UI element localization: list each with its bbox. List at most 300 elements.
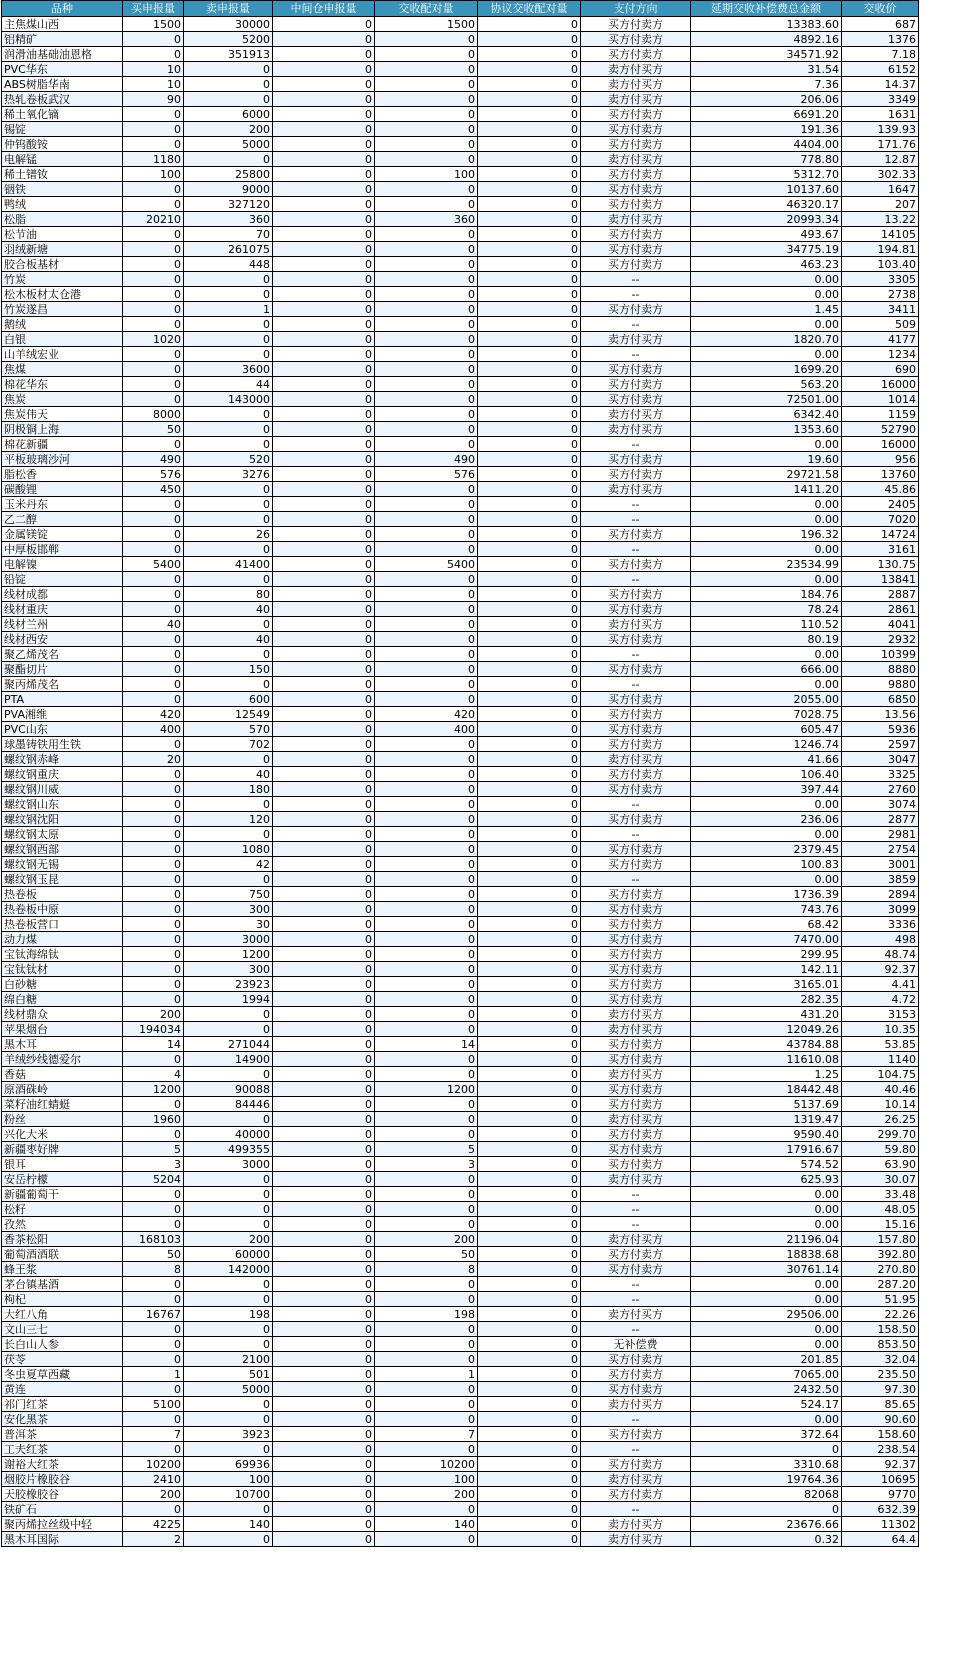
table-row [2,737,919,752]
middle-qty-cell: 0 [273,482,375,497]
buy-qty-cell: 20 [123,752,184,767]
agreement-qty-cell: 0 [478,932,581,947]
compensation-cell: 743.76 [691,902,842,917]
buy-qty-cell: 0 [123,182,184,197]
table-row [2,1172,919,1187]
matched-qty-cell: 0 [375,497,478,512]
pay-direction-cell: -- [581,497,691,512]
variety-cell: PTA [2,692,123,707]
pay-direction-cell: 买方付卖方 [581,1097,691,1112]
variety-cell: 脂松香 [2,467,123,482]
pay-direction-cell: 买方付卖方 [581,857,691,872]
buy-qty-cell: 1200 [123,1082,184,1097]
sell-qty-cell: 0 [184,152,273,167]
sell-qty-cell: 40 [184,602,273,617]
table-row [2,1442,919,1457]
delivery-price-cell: 3336 [842,917,919,932]
matched-qty-cell: 0 [375,1127,478,1142]
delivery-price-cell: 6850 [842,692,919,707]
compensation-cell: 493.67 [691,227,842,242]
buy-qty-cell: 0 [123,632,184,647]
delivery-price-cell: 53.85 [842,1037,919,1052]
delivery-price-cell: 392.80 [842,1247,919,1262]
buy-qty-cell: 0 [123,287,184,302]
variety-cell: 螺纹钢无锡 [2,857,123,872]
matched-qty-cell: 0 [375,392,478,407]
variety-cell: 银耳 [2,1157,123,1172]
sell-qty-cell: 0 [184,482,273,497]
pay-direction-cell: -- [581,1442,691,1457]
agreement-qty-cell: 0 [478,557,581,572]
matched-qty-cell: 5400 [375,557,478,572]
matched-qty-cell: 5 [375,1142,478,1157]
pay-direction-cell: 买方付卖方 [581,902,691,917]
buy-qty-cell: 0 [123,317,184,332]
table-row [2,1367,919,1382]
variety-cell: 稀土氧化镝 [2,107,123,122]
sell-qty-cell: 0 [184,1217,273,1232]
compensation-cell: 1353.60 [691,422,842,437]
matched-qty-cell: 0 [375,1502,478,1517]
compensation-cell: 0.00 [691,677,842,692]
middle-qty-cell: 0 [273,1202,375,1217]
middle-qty-cell: 0 [273,1172,375,1187]
compensation-cell: 299.95 [691,947,842,962]
delivery-price-cell: 104.75 [842,1067,919,1082]
buy-qty-cell: 0 [123,1277,184,1292]
sell-qty-cell: 30000 [184,17,273,32]
agreement-qty-cell: 0 [478,407,581,422]
pay-direction-cell: 卖方付买方 [581,152,691,167]
matched-qty-cell: 1500 [375,17,478,32]
middle-qty-cell: 0 [273,347,375,362]
matched-qty-cell: 0 [375,197,478,212]
variety-cell: 松木板材太仓港 [2,287,123,302]
middle-qty-cell: 0 [273,467,375,482]
buy-qty-cell: 0 [123,107,184,122]
buy-qty-cell: 0 [123,1097,184,1112]
sell-qty-cell: 0 [184,542,273,557]
table-row [2,962,919,977]
compensation-cell: 524.17 [691,1397,842,1412]
sell-qty-cell: 0 [184,677,273,692]
agreement-qty-cell: 0 [478,1412,581,1427]
middle-qty-cell: 0 [273,707,375,722]
middle-qty-cell: 0 [273,152,375,167]
sell-qty-cell: 200 [184,122,273,137]
agreement-qty-cell: 0 [478,452,581,467]
table-row [2,1007,919,1022]
sell-qty-cell: 0 [184,272,273,287]
sell-qty-cell: 1080 [184,842,273,857]
pay-direction-cell: 买方付卖方 [581,122,691,137]
compensation-cell: 397.44 [691,782,842,797]
compensation-cell: 7028.75 [691,707,842,722]
matched-qty-cell: 0 [375,902,478,917]
variety-cell: 新疆枣好牌 [2,1142,123,1157]
compensation-cell: 17916.67 [691,1142,842,1157]
delivery-price-cell: 97.30 [842,1382,919,1397]
compensation-cell: 0.00 [691,272,842,287]
table-row [2,1487,919,1502]
table-row [2,662,919,677]
delivery-price-cell: 171.76 [842,137,919,152]
middle-qty-cell: 0 [273,1127,375,1142]
agreement-qty-cell: 0 [478,1022,581,1037]
matched-qty-cell: 0 [375,512,478,527]
compensation-cell: 12049.26 [691,1022,842,1037]
delivery-price-cell: 1234 [842,347,919,362]
middle-qty-cell: 0 [273,587,375,602]
variety-cell: 动力煤 [2,932,123,947]
sell-qty-cell: 0 [184,1007,273,1022]
compensation-cell: 46320.17 [691,197,842,212]
agreement-qty-cell: 0 [478,1172,581,1187]
middle-qty-cell: 0 [273,362,375,377]
delivery-price-cell: 130.75 [842,557,919,572]
pay-direction-cell: 买方付卖方 [581,302,691,317]
sell-qty-cell: 3923 [184,1427,273,1442]
delivery-price-cell: 92.37 [842,1457,919,1472]
table-row [2,1142,919,1157]
middle-qty-cell: 0 [273,857,375,872]
matched-qty-cell: 0 [375,1277,478,1292]
pay-direction-cell: -- [581,1202,691,1217]
compensation-cell: 3165.01 [691,977,842,992]
pay-direction-cell: 买方付卖方 [581,1037,691,1052]
table-row [2,332,919,347]
compensation-cell: 1.45 [691,302,842,317]
variety-cell: 松籽 [2,1202,123,1217]
compensation-cell: 236.06 [691,812,842,827]
compensation-cell: 0.00 [691,1277,842,1292]
middle-qty-cell: 0 [273,62,375,77]
buy-qty-cell: 10 [123,77,184,92]
agreement-qty-cell: 0 [478,842,581,857]
delivery-price-cell: 3349 [842,92,919,107]
col-header-middle-qty: 中间仓申报量 [273,1,375,17]
compensation-cell: 666.00 [691,662,842,677]
delivery-price-cell: 956 [842,452,919,467]
delivery-price-cell: 2932 [842,632,919,647]
matched-qty-cell: 0 [375,77,478,92]
matched-qty-cell: 0 [375,1202,478,1217]
agreement-qty-cell: 0 [478,227,581,242]
compensation-cell: 78.24 [691,602,842,617]
matched-qty-cell: 0 [375,407,478,422]
sell-qty-cell: 14900 [184,1052,273,1067]
middle-qty-cell: 0 [273,257,375,272]
table-row [2,1277,919,1292]
buy-qty-cell: 90 [123,92,184,107]
table-row [2,497,919,512]
middle-qty-cell: 0 [273,722,375,737]
variety-cell: 聚丙烯茂名 [2,677,123,692]
variety-cell: 绵白糖 [2,992,123,1007]
sell-qty-cell: 0 [184,77,273,92]
matched-qty-cell: 0 [375,977,478,992]
agreement-qty-cell: 0 [478,1307,581,1322]
compensation-cell: 41.66 [691,752,842,767]
variety-cell: 线材西安 [2,632,123,647]
variety-cell: 葡萄酒酒联 [2,1247,123,1262]
delivery-price-cell: 85.65 [842,1397,919,1412]
col-header-buy-qty: 买申报量 [123,1,184,17]
middle-qty-cell: 0 [273,887,375,902]
middle-qty-cell: 0 [273,332,375,347]
sell-qty-cell: 9000 [184,182,273,197]
matched-qty-cell: 0 [375,137,478,152]
pay-direction-cell: 卖方付买方 [581,1232,691,1247]
pay-direction-cell: 卖方付买方 [581,482,691,497]
agreement-qty-cell: 0 [478,497,581,512]
compensation-cell: 23534.99 [691,557,842,572]
pay-direction-cell: 卖方付买方 [581,617,691,632]
matched-qty-cell: 420 [375,707,478,722]
agreement-qty-cell: 0 [478,1337,581,1352]
table-row [2,1067,919,1082]
buy-qty-cell: 0 [123,1442,184,1457]
variety-cell: 天胶橡胶谷 [2,1487,123,1502]
table-row [2,47,919,62]
middle-qty-cell: 0 [273,1037,375,1052]
agreement-qty-cell: 0 [478,1292,581,1307]
sell-qty-cell: 5000 [184,137,273,152]
table-row [2,467,919,482]
compensation-cell: 206.06 [691,92,842,107]
pay-direction-cell: -- [581,677,691,692]
agreement-qty-cell: 0 [478,1322,581,1337]
sell-qty-cell: 499355 [184,1142,273,1157]
variety-cell: 冬虫夏草西藏 [2,1367,123,1382]
agreement-qty-cell: 0 [478,1472,581,1487]
delivery-price-cell: 3161 [842,542,919,557]
middle-qty-cell: 0 [273,962,375,977]
middle-qty-cell: 0 [273,1487,375,1502]
matched-qty-cell: 8 [375,1262,478,1277]
delivery-price-cell: 64.4 [842,1532,919,1547]
buy-qty-cell: 1 [123,1367,184,1382]
pay-direction-cell: 卖方付买方 [581,1112,691,1127]
matched-qty-cell: 0 [375,737,478,752]
buy-qty-cell: 0 [123,857,184,872]
matched-qty-cell: 200 [375,1487,478,1502]
buy-qty-cell: 0 [123,692,184,707]
middle-qty-cell: 0 [273,17,375,32]
compensation-cell: 13383.60 [691,17,842,32]
middle-qty-cell: 0 [273,632,375,647]
pay-direction-cell: 买方付卖方 [581,1367,691,1382]
agreement-qty-cell: 0 [478,587,581,602]
matched-qty-cell: 360 [375,212,478,227]
col-header-agreement-qty: 协议交收配对量 [478,1,581,17]
compensation-cell: 30761.14 [691,1262,842,1277]
pay-direction-cell: 买方付卖方 [581,1352,691,1367]
agreement-qty-cell: 0 [478,992,581,1007]
variety-cell: 聚丙烯拉丝级中轻 [2,1517,123,1532]
sell-qty-cell: 0 [184,407,273,422]
compensation-cell: 4892.16 [691,32,842,47]
pay-direction-cell: 买方付卖方 [581,557,691,572]
compensation-cell: 196.32 [691,527,842,542]
buy-qty-cell: 576 [123,467,184,482]
buy-qty-cell: 0 [123,512,184,527]
agreement-qty-cell: 0 [478,362,581,377]
pay-direction-cell: 买方付卖方 [581,527,691,542]
compensation-cell: 563.20 [691,377,842,392]
agreement-qty-cell: 0 [478,107,581,122]
compensation-cell: 31.54 [691,62,842,77]
pay-direction-cell: 卖方付买方 [581,1532,691,1547]
buy-qty-cell: 0 [123,767,184,782]
variety-cell: 原酒硃岭 [2,1082,123,1097]
variety-cell: 焦煤 [2,362,123,377]
delivery-price-cell: 1631 [842,107,919,122]
variety-cell: 螺纹钢川威 [2,782,123,797]
matched-qty-cell: 0 [375,677,478,692]
compensation-cell: 0.00 [691,1202,842,1217]
pay-direction-cell: 卖方付买方 [581,1517,691,1532]
table-row [2,527,919,542]
delivery-price-cell: 2877 [842,812,919,827]
pay-direction-cell: 卖方付买方 [581,1397,691,1412]
sell-qty-cell: 143000 [184,392,273,407]
agreement-qty-cell: 0 [478,1457,581,1472]
agreement-qty-cell: 0 [478,647,581,662]
variety-cell: 铅锭 [2,572,123,587]
sell-qty-cell: 0 [184,437,273,452]
buy-qty-cell: 0 [123,242,184,257]
middle-qty-cell: 0 [273,812,375,827]
buy-qty-cell: 0 [123,647,184,662]
variety-cell: 乙二醇 [2,512,123,527]
pay-direction-cell: 买方付卖方 [581,662,691,677]
buy-qty-cell: 0 [123,542,184,557]
sell-qty-cell: 0 [184,92,273,107]
delivery-price-cell: 52790 [842,422,919,437]
middle-qty-cell: 0 [273,1382,375,1397]
buy-qty-cell: 1960 [123,1112,184,1127]
compensation-cell: 68.42 [691,917,842,932]
compensation-cell: 100.83 [691,857,842,872]
pay-direction-cell: 卖方付买方 [581,407,691,422]
variety-cell: 鹅绒 [2,317,123,332]
sell-qty-cell: 0 [184,1187,273,1202]
matched-qty-cell: 200 [375,1232,478,1247]
pay-direction-cell: 买方付卖方 [581,32,691,47]
variety-cell: 黑木耳国际 [2,1532,123,1547]
variety-cell: 宝钛海绵钛 [2,947,123,962]
buy-qty-cell: 0 [123,137,184,152]
matched-qty-cell: 0 [375,572,478,587]
buy-qty-cell: 0 [123,47,184,62]
table-row [2,227,919,242]
delivery-price-cell: 15.16 [842,1217,919,1232]
agreement-qty-cell: 0 [478,1502,581,1517]
compensation-cell: 625.93 [691,1172,842,1187]
table-row [2,1457,919,1472]
sell-qty-cell: 0 [184,1337,273,1352]
buy-qty-cell: 0 [123,1217,184,1232]
variety-cell: 祁门红茶 [2,1397,123,1412]
delivery-price-cell: 235.50 [842,1367,919,1382]
buy-qty-cell: 0 [123,812,184,827]
compensation-cell: 1820.70 [691,332,842,347]
delivery-price-cell: 238.54 [842,1442,919,1457]
matched-qty-cell: 0 [375,797,478,812]
variety-cell: 烟胶片橡胶谷 [2,1472,123,1487]
delivery-price-cell: 9880 [842,677,919,692]
agreement-qty-cell: 0 [478,812,581,827]
pay-direction-cell: -- [581,1292,691,1307]
compensation-cell: 29721.58 [691,467,842,482]
buy-qty-cell: 0 [123,872,184,887]
compensation-cell: 0.00 [691,437,842,452]
table-row [2,797,919,812]
pay-direction-cell: 买方付卖方 [581,377,691,392]
matched-qty-cell: 14 [375,1037,478,1052]
delivery-price-cell: 5936 [842,722,919,737]
matched-qty-cell: 0 [375,1322,478,1337]
middle-qty-cell: 0 [273,1397,375,1412]
buy-qty-cell: 0 [123,437,184,452]
pay-direction-cell: -- [581,797,691,812]
middle-qty-cell: 0 [273,782,375,797]
agreement-qty-cell: 0 [478,1232,581,1247]
delivery-price-cell: 158.60 [842,1427,919,1442]
middle-qty-cell: 0 [273,1277,375,1292]
delivery-price-cell: 287.20 [842,1277,919,1292]
table-row [2,1097,919,1112]
matched-qty-cell: 0 [375,1172,478,1187]
sell-qty-cell: 0 [184,497,273,512]
compensation-cell: 0.00 [691,1292,842,1307]
table-row [2,1037,919,1052]
variety-cell: 长白山人参 [2,1337,123,1352]
agreement-qty-cell: 0 [478,122,581,137]
delivery-price-cell: 157.80 [842,1232,919,1247]
middle-qty-cell: 0 [273,872,375,887]
table-row [2,542,919,557]
middle-qty-cell: 0 [273,1322,375,1337]
table-row [2,647,919,662]
delivery-price-cell: 33.48 [842,1187,919,1202]
variety-cell: 稀土镨钕 [2,167,123,182]
table-row [2,302,919,317]
variety-cell: 铝精矿 [2,32,123,47]
matched-qty-cell: 0 [375,62,478,77]
buy-qty-cell: 0 [123,662,184,677]
sell-qty-cell: 0 [184,827,273,842]
buy-qty-cell: 2 [123,1532,184,1547]
sell-qty-cell: 26 [184,527,273,542]
table-row [2,632,919,647]
delivery-price-cell: 3074 [842,797,919,812]
delivery-price-cell: 1014 [842,392,919,407]
variety-cell: 香茶松阳 [2,1232,123,1247]
delivery-table [1,0,919,1547]
compensation-cell: 10137.60 [691,182,842,197]
buy-qty-cell: 0 [123,782,184,797]
pay-direction-cell: 买方付卖方 [581,1427,691,1442]
sell-qty-cell: 40 [184,767,273,782]
agreement-qty-cell: 0 [478,977,581,992]
table-row [2,977,919,992]
buy-qty-cell: 8000 [123,407,184,422]
col-header-variety: 品种 [2,1,123,17]
agreement-qty-cell: 0 [478,422,581,437]
sell-qty-cell: 3600 [184,362,273,377]
